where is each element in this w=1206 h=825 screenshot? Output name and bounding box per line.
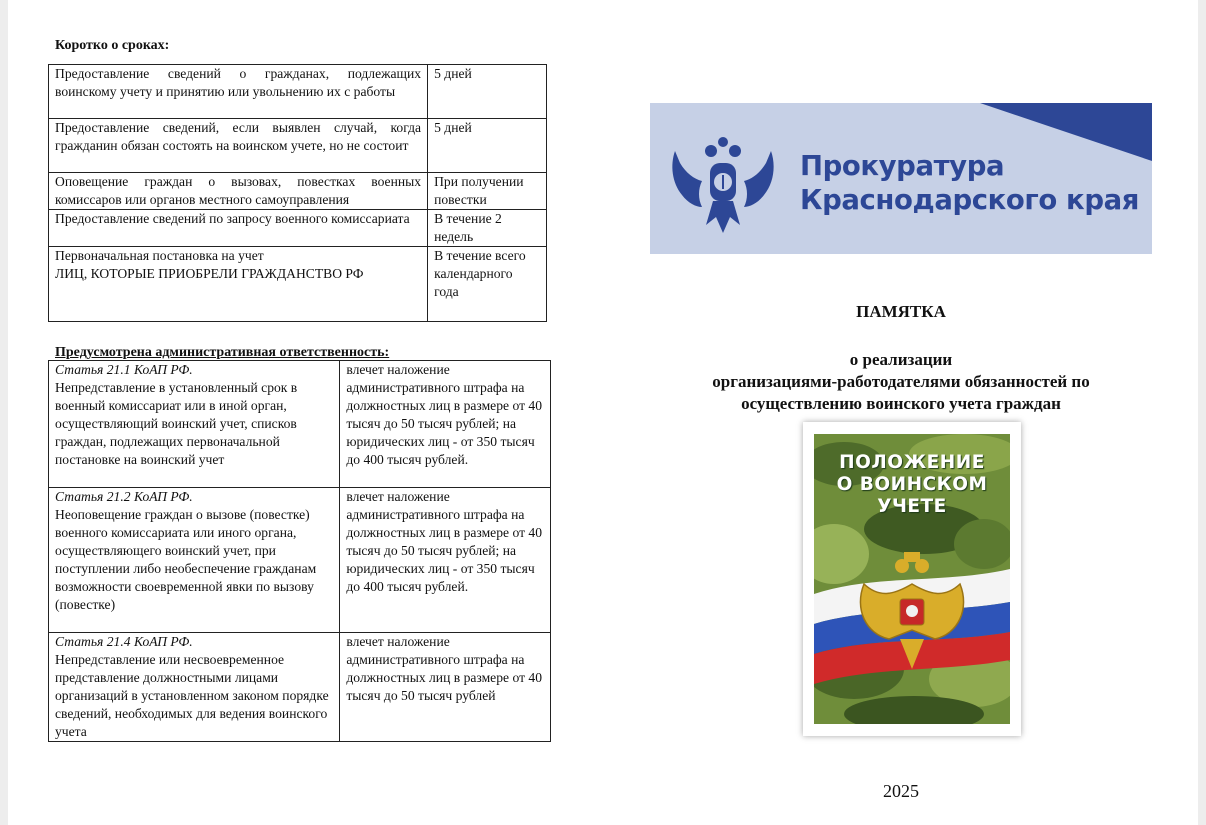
table-row [49, 65, 547, 119]
term-value: В течение всего календарного года [428, 247, 547, 322]
subtitle-line: организациями-работодателями обязанностей по [712, 372, 1090, 391]
banner-title [800, 149, 1139, 217]
term-value: При получении повестки [428, 173, 547, 210]
term-description: Предоставление сведений по запросу военного комиссариата [49, 210, 428, 247]
term-description: Оповещение граждан о вызовах, повестках военных комиссаров или органов местного самоуправления [49, 173, 428, 210]
page-edge-right [1198, 0, 1206, 825]
book-cover-image [803, 422, 1021, 736]
memo-title: ПАМЯТКА [856, 302, 946, 321]
penalty-cell: влечет наложение административного штрафа на должностных лиц в размере от 40 тысяч до 50 тысяч рублей; на юридических лиц - от 350 тысяч до 400 тысяч рублей. [340, 488, 551, 633]
term-value: 5 дней [428, 119, 547, 173]
article-reference: Статья 21.2 КоАП РФ. [55, 489, 193, 504]
article-reference: Статья 21.4 КоАП РФ. [55, 634, 193, 649]
liability-table [48, 360, 551, 742]
table-row [49, 488, 551, 633]
table-row [49, 119, 547, 173]
table-row [49, 247, 547, 322]
penalty-cell: влечет наложение административного штрафа на должностных лиц в размере от 40 тысяч до 50 тысяч рублей [340, 633, 551, 742]
banner-title-line: Прокуратура [800, 150, 1005, 182]
book-title-line: УЧЕТЕ [877, 496, 947, 517]
term-description-line: ЛИЦ, КОТОРЫЕ ПРИОБРЕЛИ ГРАЖДАНСТВО РФ [55, 266, 364, 281]
violation-cell [49, 633, 340, 742]
term-description: Предоставление сведений, если выявлен случай, когда гражданин обязан состоять на воинском учете, но не состоит [49, 119, 428, 173]
book-title [814, 452, 1010, 518]
banner-title-line: Краснодарского края [800, 184, 1140, 216]
term-value: 5 дней [428, 65, 547, 119]
prosecutor-office-banner [650, 103, 1152, 254]
term-description-line: Первоначальная постановка на учет [55, 248, 264, 263]
table-row [49, 173, 547, 210]
term-description: Предоставление сведений о гражданах, подлежащих воинскому учету и принятию или увольнению их с работы [49, 65, 428, 119]
violation-text: Непредставление или несвоевременное представление должностными лицами организаций в установленном законом порядке сведений, необходимых для ведения воинского учета [55, 652, 329, 739]
subtitle-line: о реализации [849, 350, 953, 369]
term-value: В течение 2 недель [428, 210, 547, 247]
table-row [49, 361, 551, 488]
violation-cell [49, 361, 340, 488]
term-description [49, 247, 428, 322]
terms-table [48, 64, 547, 322]
memo-subtitle [650, 349, 1152, 415]
table-row [49, 633, 551, 742]
publication-year: 2025 [883, 781, 919, 801]
liability-heading: Предусмотрена административная ответственность: [55, 345, 390, 360]
violation-cell [49, 488, 340, 633]
violation-text: Неоповещение граждан о вызове (повестке) военного комиссариата или иного органа, осуществляющего воинский учет, при поступлении либо необеспечение гражданам возможности своевременной явки по вызову (повестке) [55, 507, 317, 612]
book-title-line: О ВОИНСКОМ [836, 474, 988, 495]
book-title-line: ПОЛОЖЕНИЕ [839, 452, 985, 473]
page-edge-left [0, 0, 8, 825]
terms-heading: Коротко о сроках: [55, 38, 170, 53]
table-row [49, 210, 547, 247]
penalty-cell: влечет наложение административного штрафа на должностных лиц в размере от 40 тысяч до 50 тысяч рублей; на юридических лиц - от 350 тысяч до 400 тысяч рублей. [340, 361, 551, 488]
article-reference: Статья 21.1 КоАП РФ. [55, 362, 193, 377]
subtitle-line: осуществлению воинского учета граждан [741, 394, 1061, 413]
violation-text: Непредставление в установленный срок в военный комиссариат или в иной орган, осуществляющий воинский учет, списков граждан, подлежащих первоначальной постановке на воинский учет [55, 380, 298, 467]
